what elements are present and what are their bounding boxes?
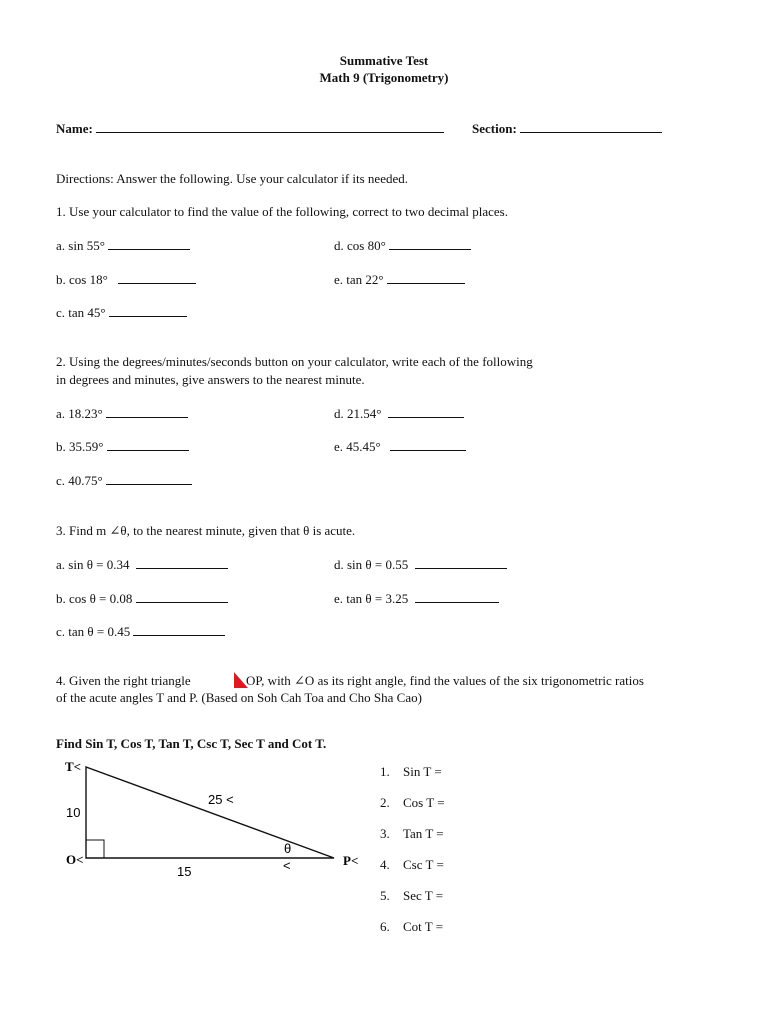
list-item: 2. Cos T = xyxy=(380,795,445,810)
answer-blank[interactable] xyxy=(118,271,196,284)
side-tp-label: 25 < xyxy=(208,792,234,807)
q1-item-a: a. sin 55° xyxy=(56,237,190,254)
q3-item-c: c. tan θ = 0.45 xyxy=(56,623,225,640)
q2-item-a: a. 18.23° xyxy=(56,405,188,422)
q2-item-d: d. 21.54° xyxy=(334,405,464,422)
answer-blank[interactable] xyxy=(136,590,228,603)
q2-prompt-line1: 2. Using the degrees/minutes/seconds button on your calculator, write each of the following xyxy=(56,354,533,369)
q2-item-e: e. 45.45° xyxy=(334,438,466,455)
answer-blank[interactable] xyxy=(388,405,464,418)
list-item: 4. Csc T = xyxy=(380,857,444,872)
side-to-label: 10 xyxy=(66,805,81,820)
name-field[interactable] xyxy=(56,120,444,137)
section-label: Section: xyxy=(472,121,517,136)
q1-item-b: b. cos 18° xyxy=(56,271,196,288)
answer-blank[interactable] xyxy=(415,590,499,603)
q3-prompt: 3. Find m ∠θ, to the nearest minute, given that θ is acute. xyxy=(56,523,356,538)
q2-item-b: b. 35.59° xyxy=(56,438,189,455)
q1-item-e: e. tan 22° xyxy=(334,271,465,288)
answer-blank[interactable] xyxy=(415,556,507,569)
answer-blank[interactable] xyxy=(107,438,189,451)
q4-prompt-line1b: OP, with ∠O as its right angle, find the values of the six trigonometric ratios xyxy=(246,673,644,688)
right-triangle-diagram xyxy=(56,755,376,885)
list-item: 1. Sin T = xyxy=(380,764,442,779)
q3-item-d: d. sin θ = 0.55 xyxy=(334,556,507,573)
answer-blank[interactable] xyxy=(133,623,225,636)
triangle-outline xyxy=(86,767,334,858)
answer-blank[interactable] xyxy=(106,405,188,418)
answer-blank[interactable] xyxy=(390,438,466,451)
q2-item-c: c. 40.75° xyxy=(56,472,192,489)
find-instruction: Find Sin T, Cos T, Tan T, Csc T, Sec T and Cot T. xyxy=(56,736,327,751)
q1-prompt: 1. Use your calculator to find the value of the following, correct to two decimal places. xyxy=(56,204,508,219)
name-label: Name: xyxy=(56,121,93,136)
angle-caret-label: < xyxy=(283,858,291,873)
name-blank[interactable] xyxy=(96,120,444,133)
section-blank[interactable] xyxy=(520,120,662,133)
vertex-p-label: P< xyxy=(343,853,359,868)
q2-prompt-line2: in degrees and minutes, give answers to the nearest minute. xyxy=(56,372,365,387)
q4-prompt-line1a: 4. Given the right triangle xyxy=(56,673,191,688)
list-item: 6. Cot T = xyxy=(380,919,444,934)
page-subtitle: Math 9 (Trigonometry) xyxy=(319,70,449,85)
q1-item-d: d. cos 80° xyxy=(334,237,471,254)
side-op-label: 15 xyxy=(177,864,192,879)
answer-blank[interactable] xyxy=(108,237,190,250)
right-angle-mark xyxy=(86,840,104,858)
q3-item-b: b. cos θ = 0.08 xyxy=(56,590,228,607)
angle-theta-label: θ xyxy=(284,841,292,856)
answer-blank[interactable] xyxy=(106,472,192,485)
vertex-t-label: T< xyxy=(65,759,82,774)
list-item: 3. Tan T = xyxy=(380,826,444,841)
answer-blank[interactable] xyxy=(387,271,465,284)
answer-blank[interactable] xyxy=(109,304,187,317)
section-field[interactable] xyxy=(472,120,662,137)
q3-item-e: e. tan θ = 3.25 xyxy=(334,590,499,607)
list-item: 5. Sec T = xyxy=(380,888,444,903)
answer-blank[interactable] xyxy=(136,556,228,569)
q4-prompt-line2: of the acute angles T and P. (Based on Soh Cah Toa and Cho Sha Cao) xyxy=(56,690,422,705)
answer-list xyxy=(380,764,445,950)
vertex-o-label: O< xyxy=(66,852,84,867)
directions-text: Directions: Answer the following. Use your calculator if its needed. xyxy=(56,171,408,186)
answer-blank[interactable] xyxy=(389,237,471,250)
q1-item-c: c. tan 45° xyxy=(56,304,187,321)
q3-item-a: a. sin θ = 0.34 xyxy=(56,556,228,573)
page-title: Summative Test xyxy=(339,53,429,68)
